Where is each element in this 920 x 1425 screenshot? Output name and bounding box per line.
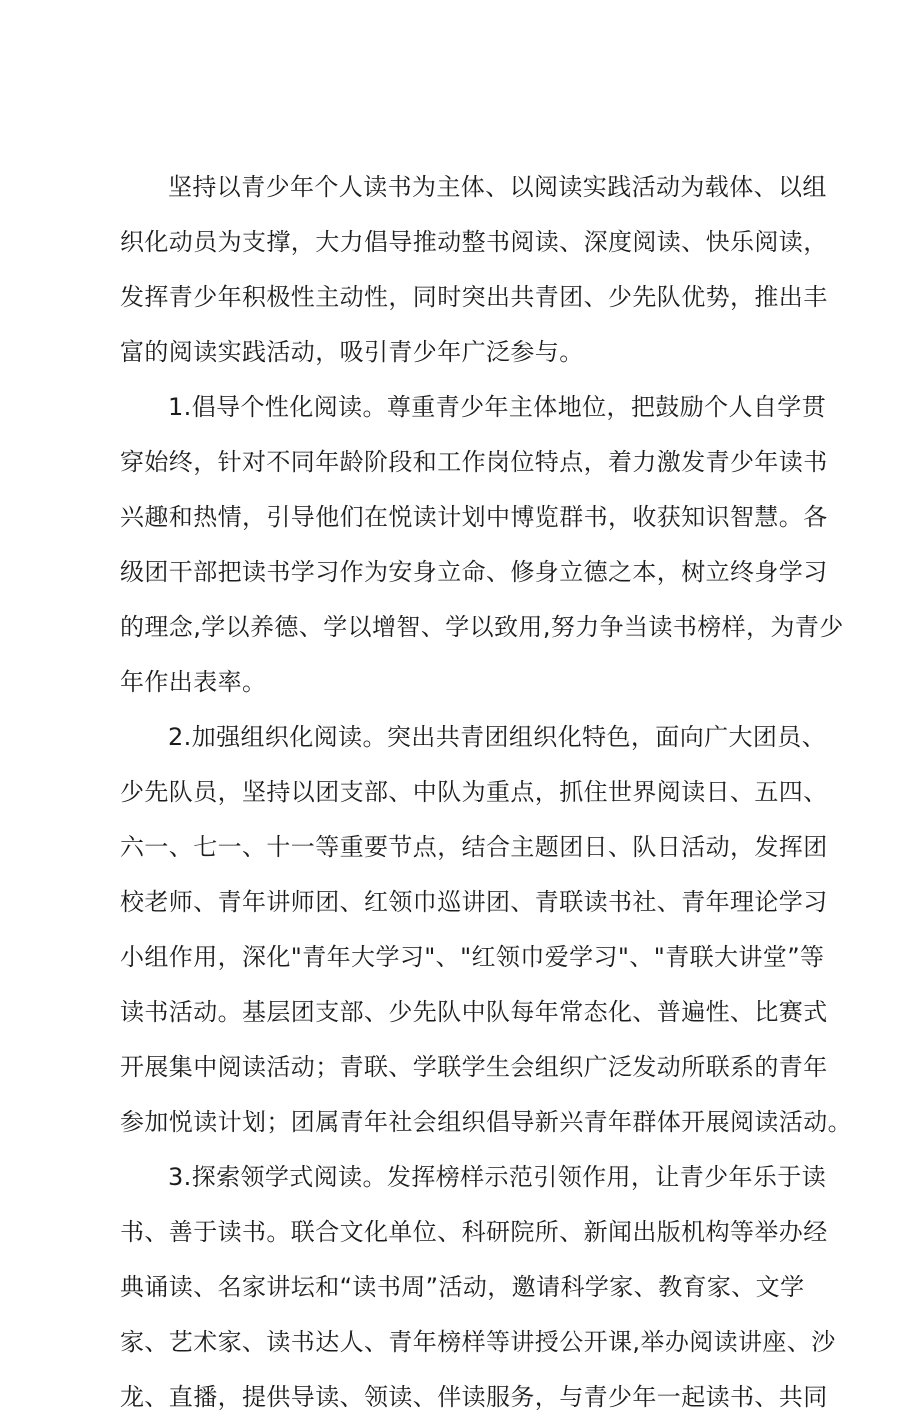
paragraph-line: 小组作用，深化"青年大学习"、"红领巾爱学习"、"青联大讲堂”等 (120, 943, 825, 971)
paragraph-line: 富的阅读实践活动，吸引青少年广泛参与。 (120, 338, 584, 366)
paragraph-line: 织化动员为支撑，大力倡导推动整书阅读、深度阅读、快乐阅读， (120, 228, 828, 256)
paragraph-line: 校老师、青年讲师团、红领巾巡讲团、青联读书社、青年理论学习 (120, 888, 828, 916)
paragraph-line: 家、艺术家、读书达人、青年榜样等讲授公开课,举办阅读讲座、沙 (120, 1328, 836, 1356)
paragraph-line: 年作出表率。 (120, 668, 267, 696)
paragraph-line: 穿始终，针对不同年龄阶段和工作岗位特点，着力激发青少年读书 (120, 448, 828, 476)
paragraph-line: 典诵读、名家讲坛和“读书周”活动，邀请科学家、教育家、文学 (120, 1273, 805, 1301)
paragraph-item-2 (120, 710, 852, 1150)
paragraph-line: 书、善于读书。联合文化单位、科研院所、新闻出版机构等举办经 (120, 1218, 828, 1246)
paragraph-line: 2.加强组织化阅读。突出共青团组织化特色，面向广大团员、 (168, 723, 827, 751)
paragraph-line: 级团干部把读书学习作为安身立命、修身立德之本，树立终身学习 (120, 558, 828, 586)
paragraph-line: 发挥青少年积极性主动性，同时突出共青团、少先队优势，推出丰 (120, 283, 828, 311)
paragraph-line: 开展集中阅读活动；青联、学联学生会组织广泛发动所联系的青年 (120, 1053, 828, 1081)
paragraph-line: 坚持以青少年个人读书为主体、以阅读实践活动为载体、以组 (168, 173, 827, 201)
paragraph-line: 的理念,学以养德、学以增智、学以致用,努力争当读书榜样，为青少 (120, 613, 844, 641)
paragraph-line: 少先队员，坚持以团支部、中队为重点，抓住世界阅读日、五四、 (120, 778, 828, 806)
paragraph-line: 兴趣和热情，引导他们在悦读计划中博览群书，收获知识智慧。各 (120, 503, 828, 531)
paragraph-line: 六一、七一、十一等重要节点，结合主题团日、队日活动，发挥团 (120, 833, 828, 861)
paragraph-line: 参加悦读计划；团属青年社会组织倡导新兴青年群体开展阅读活动。 (120, 1108, 852, 1136)
paragraph-line: 1.倡导个性化阅读。尊重青少年主体地位，把鼓励个人自学贯 (168, 393, 827, 421)
paragraph-item-1 (120, 380, 844, 710)
paragraph-line: 龙、直播，提供导读、领读、伴读服务，与青少年一起读书、共同 (120, 1383, 828, 1411)
paragraph-item-3 (120, 1150, 836, 1425)
document-body (120, 160, 852, 1425)
paragraph-intro (120, 160, 828, 380)
paragraph-line: 读书活动。基层团支部、少先队中队每年常态化、普遍性、比赛式 (120, 998, 828, 1026)
paragraph-line: 3.探索领学式阅读。发挥榜样示范引领作用，让青少年乐于读 (168, 1163, 827, 1191)
